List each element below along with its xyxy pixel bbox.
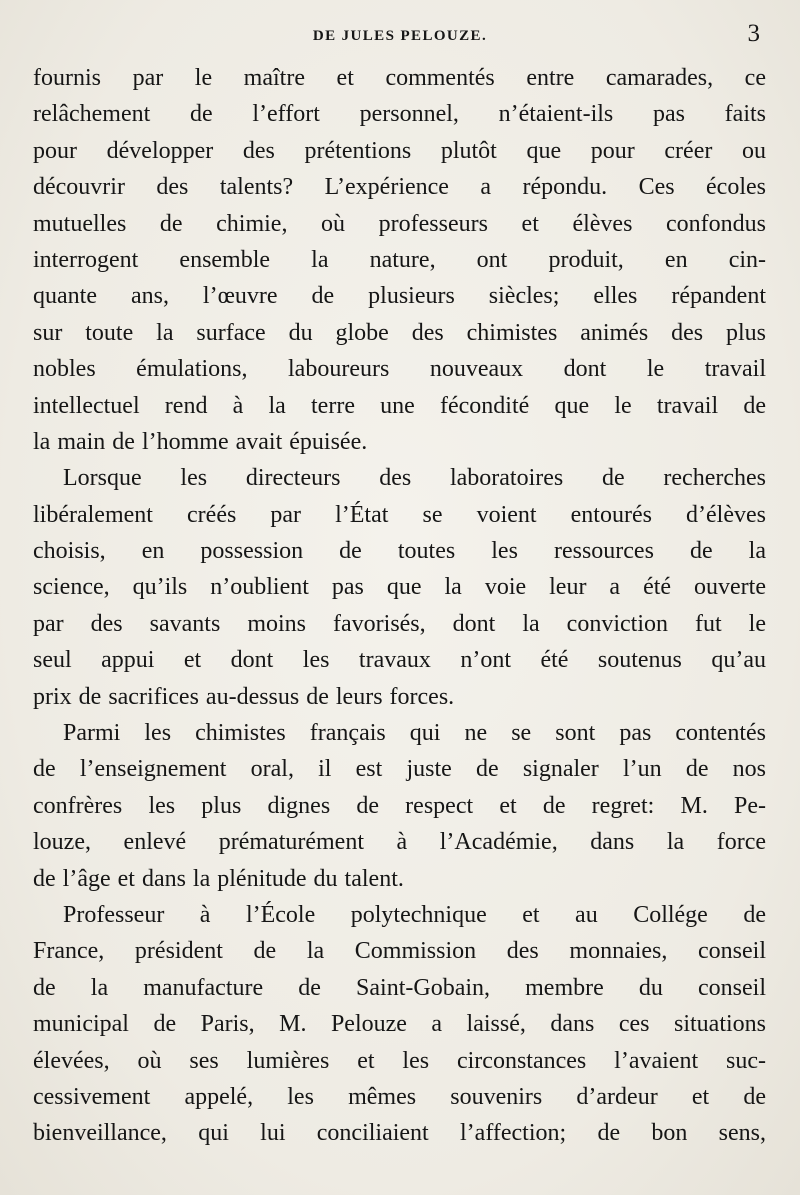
text-line: bienveillance, qui lui conciliaient l’affection; de bon sens,: [33, 1120, 766, 1147]
text-line: nobles émulations, laboureurs nouveaux dont le travail: [33, 356, 766, 383]
text-line: louze, enlevé prématurément à l’Académie, dans la force: [33, 829, 766, 856]
paragraph-3: [33, 715, 766, 897]
text-line: de la manufacture de Saint-Gobain, membre du conseil: [33, 974, 766, 1001]
paragraph-1: [33, 60, 766, 460]
paragraph-4: [33, 897, 766, 1152]
text-line: relâchement de l’effort personnel, n’étaient-ils pas faits: [33, 101, 766, 128]
text-line: municipal de Paris, M. Pelouze a laissé, dans ces situations: [33, 1011, 766, 1038]
page-number: 3: [747, 20, 760, 47]
text-line: prix de sacrifices au-dessus de leurs forces.: [33, 683, 455, 710]
running-head: [0, 0, 800, 60]
text-line: élevées, où ses lumières et les circonstances l’avaient suc-: [33, 1047, 766, 1074]
text-line: confrères les plus dignes de respect et de regret: M. Pe-: [33, 792, 766, 819]
text-line: Professeur à l’École polytechnique et au Collége de: [63, 901, 766, 928]
text-line: Parmi les chimistes français qui ne se sont pas contentés: [63, 720, 766, 747]
text-line: de l’enseignement oral, il est juste de signaler l’un de nos: [33, 756, 766, 783]
text-line: sur toute la surface du globe des chimistes animés des plus: [33, 319, 766, 346]
text-line: interrogent ensemble la nature, ont produit, en cin-: [33, 246, 766, 273]
text-line: pour développer des prétentions plutôt que pour créer ou: [33, 137, 766, 164]
text-line: Lorsque les directeurs des laboratoires de recherches: [63, 465, 766, 492]
text-line: France, président de la Commission des monnaies, conseil: [33, 938, 766, 965]
text-line: par des savants moins favorisés, dont la conviction fut le: [33, 610, 766, 637]
text-line: science, qu’ils n’oublient pas que la voie leur a été ouverte: [33, 574, 766, 601]
text-line: choisis, en possession de toutes les ressources de la: [33, 538, 766, 565]
text-line: fournis par le maître et commentés entre camarades, ce: [33, 65, 766, 91]
text-line: mutuelles de chimie, où professeurs et élèves confondus: [33, 210, 766, 237]
text-line: intellectuel rend à la terre une fécondité que le travail de: [33, 392, 766, 419]
text-line: libéralement créés par l’État se voient entourés d’élèves: [33, 501, 766, 528]
running-title: DE JULES PELOUZE.: [312, 28, 488, 44]
text-line: seul appui et dont les travaux n’ont été soutenus qu’au: [33, 647, 766, 674]
text-line: quante ans, l’œuvre de plusieurs siècles; elles répandent: [33, 283, 766, 310]
body-text: [33, 60, 766, 1152]
text-line: cessivement appelé, les mêmes souvenirs d’ardeur et de: [33, 1083, 766, 1110]
text-line: découvrir des talents? L’expérience a répondu. Ces écoles: [33, 174, 766, 201]
text-line: la main de l’homme avait épuisée.: [33, 428, 368, 455]
text-line: de l’âge et dans la plénitude du talent.: [33, 865, 404, 892]
paragraph-2: [33, 460, 766, 715]
